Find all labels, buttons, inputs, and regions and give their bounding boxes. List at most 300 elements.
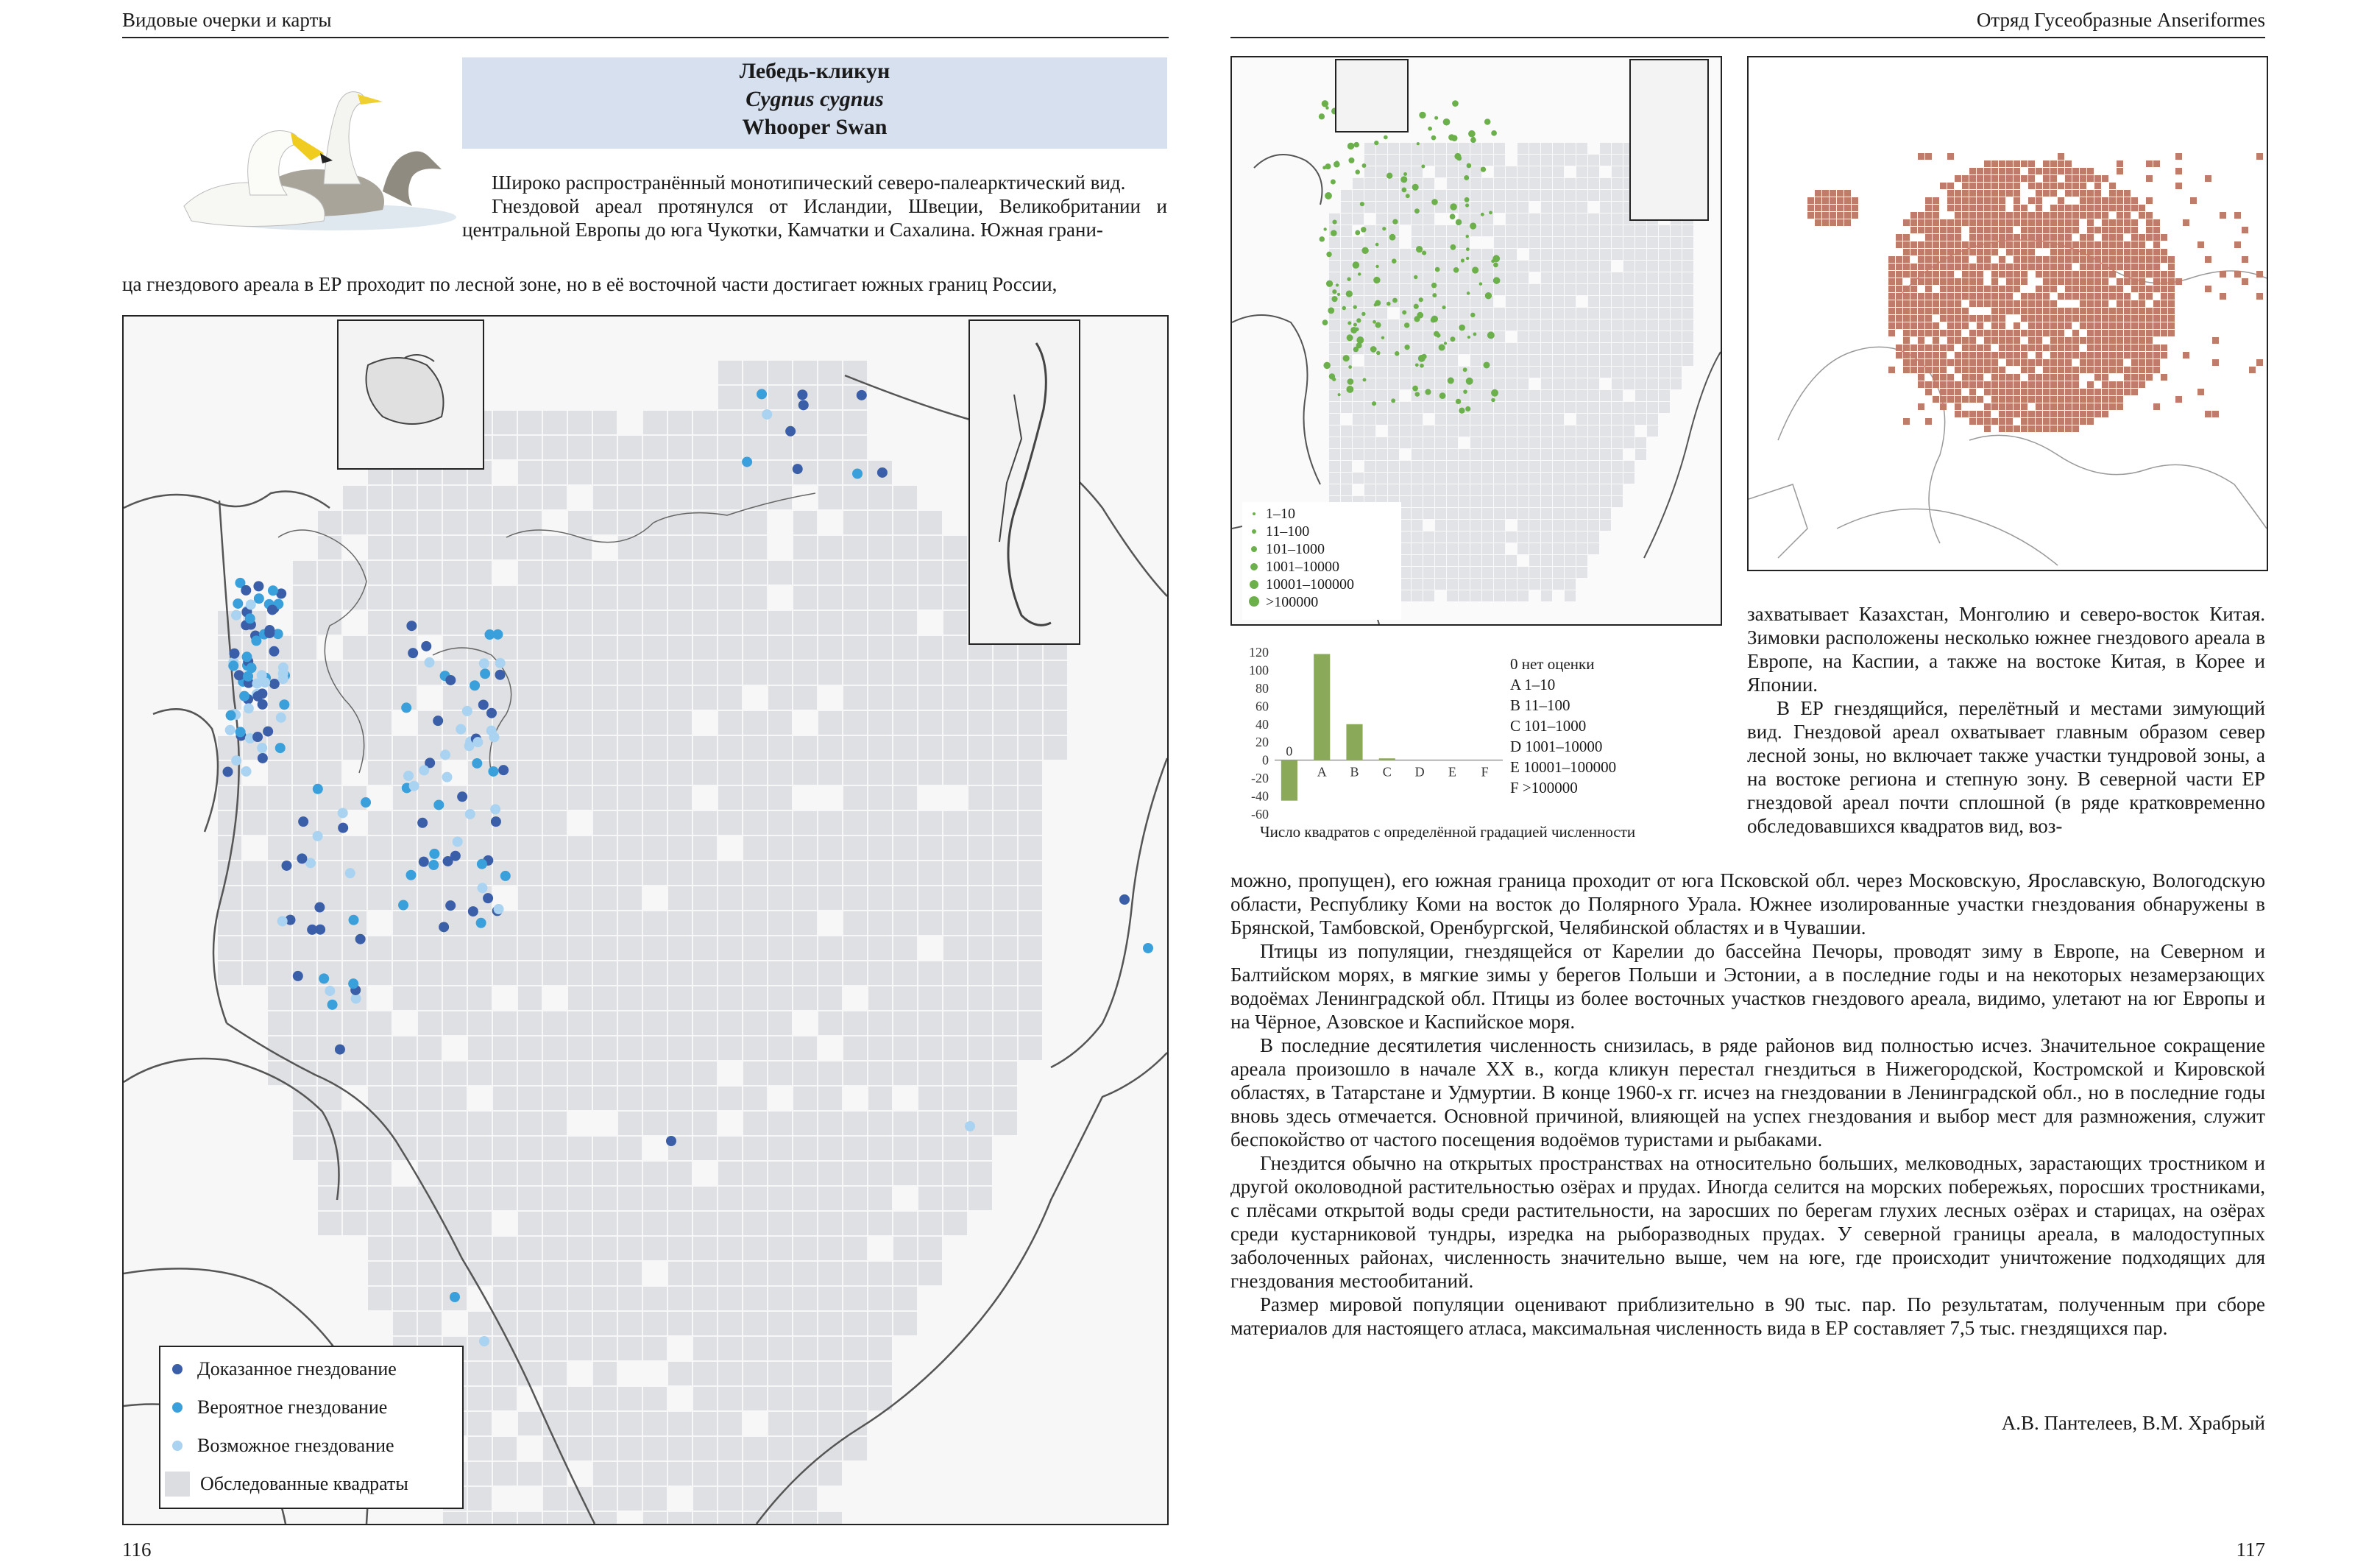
abundance-square xyxy=(1447,543,1458,554)
abundance-square xyxy=(1388,402,1399,413)
range-square xyxy=(2065,389,2072,395)
abundance-square xyxy=(1329,355,1340,366)
surveyed-square xyxy=(693,661,717,685)
chart-legend-item: D 1001–10000 xyxy=(1510,738,1603,755)
abundance-square xyxy=(1541,367,1552,378)
surveyed-square xyxy=(718,436,742,459)
surveyed-square xyxy=(518,1011,542,1035)
species-title-en: Whooper Swan xyxy=(742,115,888,139)
abundance-square xyxy=(1435,496,1446,507)
abundance-dot xyxy=(1347,378,1354,385)
abundance-square xyxy=(1659,272,1670,283)
range-square xyxy=(1991,271,1998,278)
range-square xyxy=(2036,337,2042,344)
abundance-square xyxy=(1576,367,1587,378)
range-square xyxy=(2050,219,2057,226)
surveyed-square xyxy=(693,1262,717,1285)
range-square xyxy=(1940,286,1947,292)
surveyed-square xyxy=(518,411,542,434)
surveyed-square-icon xyxy=(165,1472,190,1497)
surveyed-square xyxy=(743,1337,767,1360)
range-square xyxy=(1969,359,1976,366)
surveyed-square xyxy=(843,1362,867,1385)
range-square xyxy=(2102,197,2108,204)
surveyed-square xyxy=(743,1387,767,1410)
breeding-record-dot xyxy=(793,464,803,474)
surveyed-square xyxy=(593,486,617,509)
range-square xyxy=(1940,300,1947,307)
abundance-square xyxy=(1588,284,1599,295)
surveyed-square xyxy=(268,886,291,910)
range-square xyxy=(1991,381,1998,388)
range-square xyxy=(1888,286,1895,292)
abundance-square xyxy=(1435,555,1446,566)
range-square xyxy=(1910,293,1917,300)
range-square xyxy=(1984,359,1991,366)
range-square xyxy=(2146,234,2153,241)
surveyed-square xyxy=(418,911,442,935)
range-square xyxy=(2050,278,2057,285)
range-square xyxy=(2072,352,2079,358)
surveyed-square xyxy=(443,1061,467,1085)
surveyed-square xyxy=(593,1036,617,1060)
range-square xyxy=(2146,219,2153,226)
surveyed-square xyxy=(793,886,817,910)
range-square xyxy=(1969,396,1976,403)
abundance-square xyxy=(1400,284,1411,295)
range-square xyxy=(2021,293,2027,300)
range-square xyxy=(2109,389,2116,395)
abundance-square xyxy=(1612,249,1623,260)
abundance-square xyxy=(1623,261,1635,272)
range-square xyxy=(1977,293,1983,300)
range-square xyxy=(1991,337,1998,344)
abundance-square xyxy=(1541,284,1552,295)
range-square xyxy=(1969,286,1976,292)
surveyed-square xyxy=(568,1036,592,1060)
range-square xyxy=(2139,234,2145,241)
range-square xyxy=(2021,315,2027,322)
abundance-legend-label: 101–1000 xyxy=(1266,541,1325,557)
abundance-square xyxy=(1494,190,1505,201)
range-square xyxy=(1962,241,1969,248)
surveyed-square xyxy=(468,511,492,534)
surveyed-square xyxy=(618,1011,642,1035)
abundance-square xyxy=(1553,402,1564,413)
range-square xyxy=(1918,315,1924,322)
range-square xyxy=(2043,278,2050,285)
range-square xyxy=(2146,286,2153,292)
range-square xyxy=(2043,367,2050,373)
abundance-square xyxy=(1588,355,1599,366)
surveyed-square xyxy=(768,561,792,584)
range-square xyxy=(2072,205,2079,211)
abundance-square xyxy=(1517,308,1529,319)
abundance-dot xyxy=(1470,313,1475,317)
range-square xyxy=(1991,374,1998,381)
range-square xyxy=(1969,271,1976,278)
range-square xyxy=(2028,359,2035,366)
abundance-square xyxy=(1635,296,1646,307)
abundance-dot xyxy=(1491,398,1495,403)
abundance-square xyxy=(1588,237,1599,248)
surveyed-square xyxy=(943,961,967,985)
surveyed-square xyxy=(968,661,992,685)
range-square xyxy=(2109,381,2116,388)
abundance-square xyxy=(1400,213,1411,225)
surveyed-square xyxy=(468,1237,492,1260)
range-square xyxy=(2050,418,2057,425)
range-square xyxy=(1991,286,1998,292)
range-square xyxy=(1918,300,1924,307)
range-square xyxy=(2094,249,2101,255)
abundance-square xyxy=(1388,449,1399,460)
surveyed-square xyxy=(868,886,892,910)
surveyed-square xyxy=(818,936,842,960)
abundance-square xyxy=(1423,155,1434,166)
surveyed-square xyxy=(468,936,492,960)
range-square xyxy=(1910,352,1917,358)
range-square xyxy=(1903,264,1910,270)
surveyed-square xyxy=(718,811,742,835)
abundance-square xyxy=(1353,390,1364,401)
breeding-record-dot xyxy=(276,713,286,723)
range-square xyxy=(2028,315,2035,322)
range-square xyxy=(2168,293,2175,300)
inset-svalbard xyxy=(337,319,484,470)
abundance-square xyxy=(1635,449,1646,460)
surveyed-square xyxy=(568,1512,592,1524)
abundance-square xyxy=(1612,190,1623,201)
range-square xyxy=(1962,197,1969,204)
range-square xyxy=(1991,359,1998,366)
range-square xyxy=(2050,322,2057,329)
range-square xyxy=(1955,219,1961,226)
abundance-dot xyxy=(1466,257,1469,260)
abundance-square xyxy=(1553,508,1564,519)
surveyed-square xyxy=(968,686,992,710)
abundance-square xyxy=(1341,249,1352,260)
range-square xyxy=(2124,241,2131,248)
range-square xyxy=(1991,227,1998,233)
surveyed-square xyxy=(743,986,767,1010)
abundance-square xyxy=(1494,496,1505,507)
range-square xyxy=(2117,337,2123,344)
surveyed-square xyxy=(418,961,442,985)
range-square xyxy=(2117,234,2123,241)
surveyed-square xyxy=(318,1112,341,1135)
range-square xyxy=(1991,175,1998,182)
range-square xyxy=(2102,278,2108,285)
range-square xyxy=(2117,264,2123,270)
surveyed-square xyxy=(668,1112,692,1135)
abundance-square xyxy=(1388,249,1399,260)
surveyed-square xyxy=(518,886,542,910)
surveyed-square xyxy=(418,1137,442,1160)
abundance-dot xyxy=(1467,336,1470,339)
range-square xyxy=(2102,219,2108,226)
range-square xyxy=(2205,286,2211,292)
inset-novaya-zemlya xyxy=(968,319,1080,645)
range-square xyxy=(2043,256,2050,263)
range-square xyxy=(1955,264,1961,270)
surveyed-square xyxy=(1019,736,1042,760)
range-square xyxy=(2072,286,2079,292)
range-square xyxy=(2080,168,2086,174)
surveyed-square xyxy=(968,911,992,935)
surveyed-square xyxy=(518,1512,542,1524)
range-square xyxy=(2109,249,2116,255)
abundance-square xyxy=(1447,461,1458,472)
abundance-square xyxy=(1576,496,1587,507)
abundance-square xyxy=(1529,567,1540,578)
range-square xyxy=(1991,322,1998,329)
abundance-square xyxy=(1423,143,1434,154)
surveyed-square xyxy=(618,761,642,785)
range-square xyxy=(1947,153,1954,160)
range-square xyxy=(1822,197,1829,204)
range-square xyxy=(2109,367,2116,373)
range-square xyxy=(1984,300,1991,307)
abundance-square xyxy=(1517,143,1529,154)
surveyed-square xyxy=(818,1412,842,1435)
range-square xyxy=(1999,337,2005,344)
range-square xyxy=(1999,411,2005,417)
surveyed-square xyxy=(593,1087,617,1110)
surveyed-square xyxy=(793,1087,817,1110)
range-square xyxy=(2124,190,2131,197)
range-square xyxy=(2080,249,2086,255)
surveyed-square xyxy=(543,711,567,735)
abundance-dot xyxy=(1463,389,1467,394)
abundance-square xyxy=(1470,296,1481,307)
abundance-square xyxy=(1576,414,1587,425)
surveyed-square xyxy=(643,1437,667,1460)
range-square xyxy=(1977,168,1983,174)
range-square xyxy=(2065,234,2072,241)
surveyed-square xyxy=(868,986,892,1010)
range-square xyxy=(2197,241,2204,248)
range-square xyxy=(2021,367,2027,373)
range-square xyxy=(2036,300,2042,307)
range-square xyxy=(2021,418,2027,425)
range-square xyxy=(2036,212,2042,219)
surveyed-square xyxy=(568,661,592,685)
abundance-square xyxy=(1576,520,1587,531)
breeding-record-dot xyxy=(327,1000,338,1010)
range-square xyxy=(1815,219,1821,226)
surveyed-square xyxy=(568,961,592,985)
abundance-square xyxy=(1482,202,1493,213)
surveyed-square xyxy=(368,736,392,760)
range-square xyxy=(1991,352,1998,358)
range-square xyxy=(1903,293,1910,300)
range-square xyxy=(2117,367,2123,373)
abundance-square xyxy=(1576,461,1587,472)
abundance-square xyxy=(1600,272,1611,283)
surveyed-square xyxy=(293,936,316,960)
range-square xyxy=(2117,227,2123,233)
breeding-record-dot xyxy=(762,409,772,420)
range-square xyxy=(2087,271,2094,278)
abundance-square xyxy=(1588,190,1599,201)
range-square xyxy=(2072,345,2079,351)
abundance-square xyxy=(1682,272,1693,283)
range-square xyxy=(2014,389,2020,395)
abundance-square xyxy=(1400,590,1411,601)
surveyed-square xyxy=(718,1262,742,1285)
surveyed-square xyxy=(768,1237,792,1260)
abundance-square xyxy=(1565,296,1576,307)
breeding-record-dot xyxy=(234,670,244,680)
surveyed-square xyxy=(693,736,717,760)
range-square xyxy=(2028,264,2035,270)
range-square xyxy=(2072,168,2079,174)
abundance-square xyxy=(1553,225,1564,236)
surveyed-square xyxy=(718,936,742,960)
abundance-square xyxy=(1623,425,1635,437)
abundance-square xyxy=(1482,520,1493,531)
surveyed-square xyxy=(743,536,767,559)
abundance-legend-label: 1001–10000 xyxy=(1266,559,1339,575)
abundance-square xyxy=(1553,272,1564,283)
surveyed-square xyxy=(968,861,992,885)
surveyed-square xyxy=(368,1036,392,1060)
surveyed-square xyxy=(718,1212,742,1235)
bar xyxy=(1314,654,1330,760)
abundance-square xyxy=(1553,143,1564,154)
abundance-square xyxy=(1565,449,1576,460)
abundance-square xyxy=(1400,272,1411,283)
surveyed-square xyxy=(793,661,817,685)
abundance-square xyxy=(1517,437,1529,448)
range-square xyxy=(1947,234,1954,241)
left-page-number: 116 xyxy=(122,1538,152,1561)
abundance-square xyxy=(1565,308,1576,319)
surveyed-square xyxy=(843,1387,867,1410)
abundance-square xyxy=(1341,449,1352,460)
abundance-square xyxy=(1647,425,1658,437)
surveyed-square xyxy=(994,836,1017,860)
range-square xyxy=(1933,271,1939,278)
range-square xyxy=(1896,352,1902,358)
surveyed-square xyxy=(493,1137,517,1160)
abundance-square xyxy=(1412,402,1423,413)
range-square xyxy=(1984,205,1991,211)
surveyed-square xyxy=(793,961,817,985)
range-square xyxy=(2050,175,2057,182)
surveyed-square xyxy=(693,1011,717,1035)
surveyed-square xyxy=(543,1061,567,1085)
abundance-square xyxy=(1341,237,1352,248)
surveyed-square xyxy=(393,1061,417,1085)
surveyed-square xyxy=(368,561,392,584)
surveyed-square xyxy=(568,1487,592,1511)
abundance-square xyxy=(1635,367,1646,378)
range-square xyxy=(2087,359,2094,366)
surveyed-square xyxy=(568,1212,592,1235)
abundance-square xyxy=(1659,402,1670,413)
abundance-square xyxy=(1341,261,1352,272)
breeding-record-dot xyxy=(453,836,463,847)
abundance-square xyxy=(1412,166,1423,177)
surveyed-square xyxy=(493,1061,517,1085)
range-square xyxy=(2072,219,2079,226)
surveyed-square xyxy=(493,1362,517,1385)
range-square xyxy=(2058,308,2064,314)
range-square xyxy=(2021,389,2027,395)
range-square xyxy=(1947,315,1954,322)
surveyed-square xyxy=(843,911,867,935)
surveyed-square xyxy=(593,1212,617,1235)
surveyed-square xyxy=(994,886,1017,910)
abundance-square xyxy=(1494,202,1505,213)
abundance-square xyxy=(1376,284,1387,295)
surveyed-square xyxy=(768,761,792,785)
range-square xyxy=(1991,396,1998,403)
breeding-record-dot xyxy=(254,593,264,604)
breeding-record-dot xyxy=(348,978,358,989)
surveyed-square xyxy=(693,411,717,434)
surveyed-square xyxy=(693,861,717,885)
surveyed-square xyxy=(968,936,992,960)
surveyed-square xyxy=(743,1087,767,1110)
surveyed-square xyxy=(718,1011,742,1035)
range-square xyxy=(2006,300,2013,307)
world-range-map xyxy=(1747,56,2268,571)
abundance-square xyxy=(1470,531,1481,543)
surveyed-square xyxy=(668,1312,692,1335)
surveyed-square xyxy=(793,436,817,459)
surveyed-square xyxy=(918,736,942,760)
abundance-square xyxy=(1517,461,1529,472)
abundance-dot xyxy=(1412,184,1419,191)
abundance-square xyxy=(1364,166,1375,177)
surveyed-square xyxy=(893,561,917,584)
range-square xyxy=(2117,219,2123,226)
surveyed-square xyxy=(618,736,642,760)
surveyed-square xyxy=(393,1312,417,1335)
surveyed-square xyxy=(543,861,567,885)
abundance-dot xyxy=(1450,203,1457,211)
surveyed-square xyxy=(743,761,767,785)
range-square xyxy=(2036,396,2042,403)
range-square xyxy=(1955,212,1961,219)
breeding-record-dot xyxy=(258,699,268,710)
surveyed-square xyxy=(268,761,291,785)
surveyed-square xyxy=(768,811,792,835)
range-square xyxy=(1962,396,1969,403)
range-square xyxy=(1977,286,1983,292)
range-square xyxy=(2094,374,2101,381)
abundance-square xyxy=(1671,272,1682,283)
surveyed-square xyxy=(693,1237,717,1260)
surveyed-square xyxy=(718,736,742,760)
abundance-square xyxy=(1494,284,1505,295)
range-square xyxy=(2094,352,2101,358)
surveyed-square xyxy=(593,686,617,710)
legend-item-probable xyxy=(172,1388,455,1427)
range-square xyxy=(2109,352,2116,358)
range-square xyxy=(2058,418,2064,425)
range-square xyxy=(2146,322,2153,329)
surveyed-square xyxy=(568,686,592,710)
surveyed-square xyxy=(793,1137,817,1160)
surveyed-square xyxy=(818,761,842,785)
abundance-square xyxy=(1494,484,1505,495)
range-square xyxy=(1910,271,1917,278)
surveyed-square xyxy=(468,1437,492,1460)
